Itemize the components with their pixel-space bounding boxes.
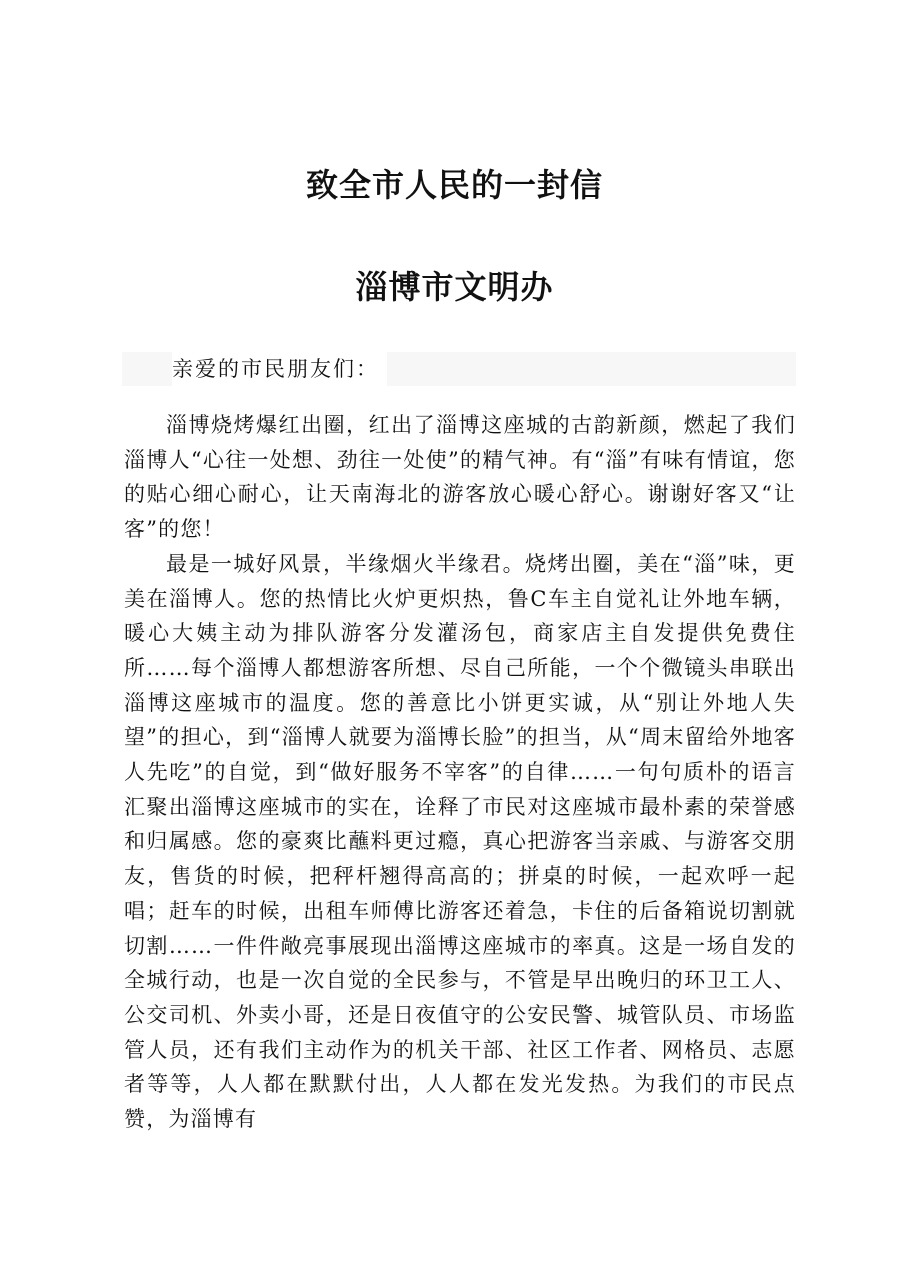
body-paragraph: 淄博烧烤爆红出圈，红出了淄博这座城的古韵新颜，燃起了我们淄博人“心往一处想、劲往一处使”的精气神。有“淄”有味有情谊，您的贴心细心耐心，让天南海北的游客放心暖心舒心。谢谢好客又“让客”的您！: [124, 413, 796, 542]
document-author: 淄博市文明办: [355, 268, 554, 306]
body-paragraph: 最是一城好风景，半缘烟火半缘君。烧烤出圈，美在“淄”味，更美在淄博人。您的热情比火炉更炽热，鲁C车主自觉礼让外地车辆，暖心大姨主动为排队游客分发灌汤包，商家店主自发提供免费住所……每个淄博人都想游客所想、尽自己所能，一个个微镜头串联出淄博这座城市的温度。您的善意比小饼更实诚，从“别让外地人失望”的担心，到“淄博人就要为淄博长脸”的担当，从“周末留给外地客人先吃”的自觉，到“做好服务不宰客”的自律……一句句质朴的语言汇聚出淄博这座城市的实在，诠释了市民对这座城市最朴素的荣誉感和归属感。您的豪爽比蘸料更过瘾，真心把游客当亲戚、与游客交朋友，售货的时候，把秤杆翘得高高的；拼桌的时候，一起欢呼一起唱；赶车的时候，出租车师傅比游客还着急，卡住的后备箱说切割就切割……一件件敞亮事展现出淄博这座城市的率真。这是一场自发的全城行动，也是一次自觉的全民参与，不管是早出晚归的环卫工人、公交司机、外卖小哥，还是日夜值守的公安民警、城管队员、市场监管人员，还有我们主动作为的机关干部、社区工作者、网格员、志愿者等等，人人都在默默付出，人人都在发光发热。为我们的市民点赞，为淄博有: [124, 551, 796, 1132]
greeting-line: 亲爱的市民朋友们：: [172, 352, 387, 386]
document-title: 致全市人民的一封信: [305, 166, 603, 204]
document-body: [124, 408, 796, 1137]
